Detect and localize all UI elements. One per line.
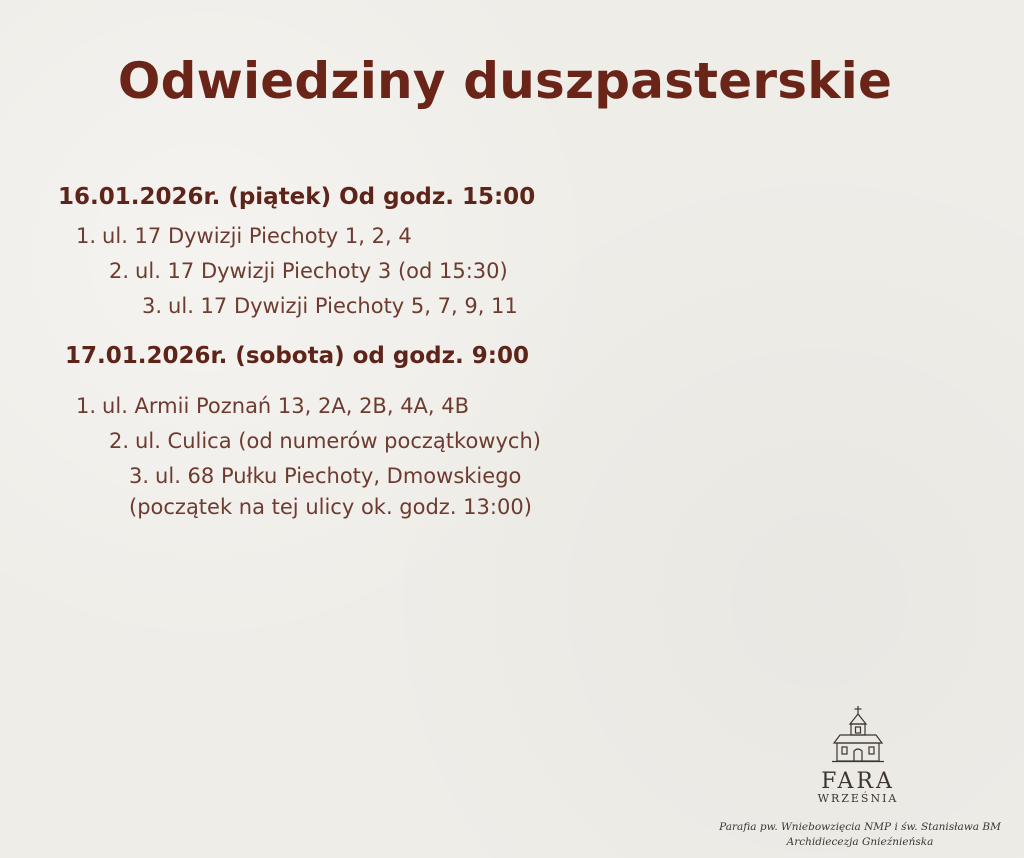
footer bbox=[700, 820, 1020, 850]
list-item-note bbox=[129, 495, 532, 519]
page-title: Odwiedziny duszpasterskie bbox=[117, 52, 893, 110]
item-number: 2. bbox=[109, 429, 130, 453]
list-item bbox=[109, 429, 541, 453]
item-text: ul. 17 Dywizji Piechoty 1, 2, 4 bbox=[102, 224, 412, 248]
list-item bbox=[76, 394, 469, 418]
item-number: 3. bbox=[129, 464, 150, 488]
item-text: ul. 68 Pułku Piechoty, Dmowskiego bbox=[155, 464, 522, 488]
item-number: 3. bbox=[142, 294, 163, 318]
logo-name: FARA bbox=[821, 769, 895, 794]
list-item bbox=[109, 259, 508, 283]
day-heading-2: 17.01.2026r. (sobota) od godz. 9:00 bbox=[65, 343, 529, 369]
item-number: 1. bbox=[76, 394, 97, 418]
list-item bbox=[76, 224, 412, 248]
footer-parish: Parafia pw. Wniebowzięcia NMP i św. Stanisława BM bbox=[719, 821, 1001, 833]
footer-diocese: Archidiecezja Gnieźnieńska bbox=[786, 836, 934, 848]
item-number: 1. bbox=[76, 224, 97, 248]
item-text: (początek na tej ulicy ok. godz. 13:00) bbox=[129, 495, 532, 519]
day-heading-1: 16.01.2026r. (piątek) Od godz. 15:00 bbox=[58, 184, 536, 210]
church-icon bbox=[832, 705, 884, 763]
parish-logo bbox=[810, 705, 906, 805]
logo-subname: WRZEŚNIA bbox=[817, 792, 899, 805]
item-text: ul. Culica (od numerów początkowych) bbox=[135, 429, 541, 453]
item-text: ul. 17 Dywizji Piechoty 5, 7, 9, 11 bbox=[168, 294, 518, 318]
list-item bbox=[142, 294, 518, 318]
item-text: ul. 17 Dywizji Piechoty 3 (od 15:30) bbox=[135, 259, 508, 283]
item-number: 2. bbox=[109, 259, 130, 283]
item-text: ul. Armii Poznań 13, 2A, 2B, 4A, 4B bbox=[102, 394, 470, 418]
list-item bbox=[129, 464, 521, 488]
